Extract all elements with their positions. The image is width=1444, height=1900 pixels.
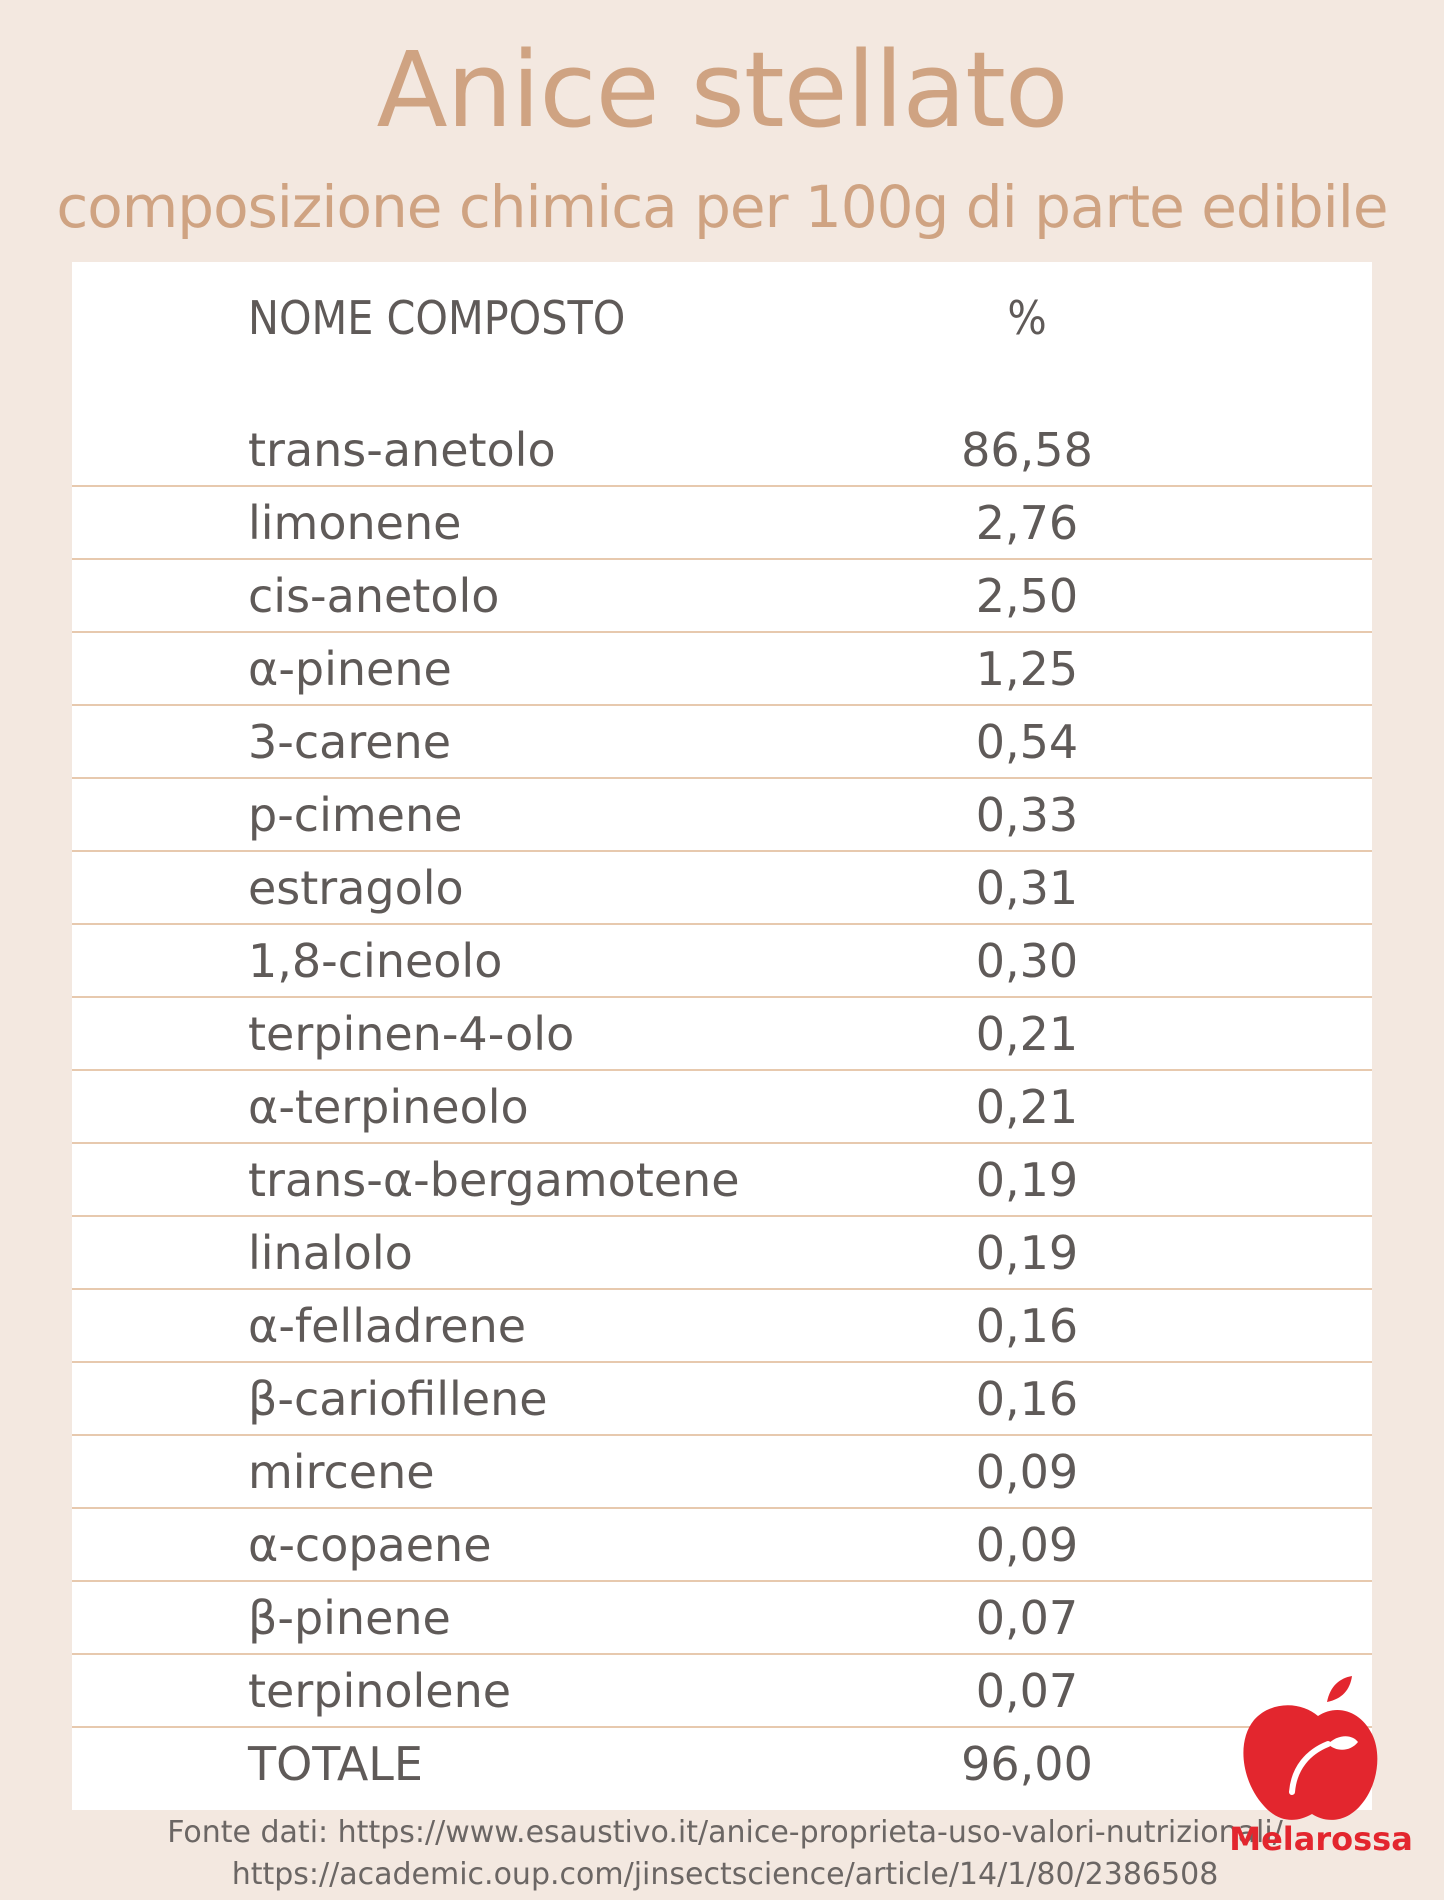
table-row xyxy=(72,706,1372,779)
compound-name: α-felladrene xyxy=(248,1299,527,1353)
table-row xyxy=(72,1509,1372,1582)
table-row xyxy=(72,487,1372,560)
compound-name: terpinolene xyxy=(248,1664,512,1718)
composition-table xyxy=(72,262,1372,1810)
compound-percent: 0,33 xyxy=(975,788,1079,842)
compound-percent: 96,00 xyxy=(961,1737,1093,1791)
compound-name: β-cariofillene xyxy=(248,1372,548,1426)
table-row xyxy=(72,1436,1372,1509)
source-line-1: Fonte dati: https://www.esaustivo.it/anice-proprieta-uso-valori-nutrizionali/ xyxy=(167,1815,1283,1850)
compound-name: p-cimene xyxy=(248,788,463,842)
brand-logo-text: Melarossa xyxy=(1229,1820,1413,1858)
compound-percent: 0,09 xyxy=(975,1518,1079,1572)
compound-percent: 86,58 xyxy=(961,423,1093,477)
table-row xyxy=(72,1655,1372,1728)
table-row xyxy=(72,1582,1372,1655)
compound-percent: 0,16 xyxy=(975,1372,1079,1426)
compound-name: trans-α-bergamotene xyxy=(248,1153,740,1207)
table-row xyxy=(72,998,1372,1071)
table-row xyxy=(72,633,1372,706)
compound-name: 3-carene xyxy=(248,715,452,769)
source-credits xyxy=(150,1812,1300,1896)
apple-icon xyxy=(1232,1672,1402,1832)
compound-percent: 0,21 xyxy=(975,1080,1079,1134)
compound-name: TOTALE xyxy=(248,1737,423,1791)
table-row xyxy=(72,1217,1372,1290)
compound-name: mircene xyxy=(248,1445,435,1499)
compound-name: terpinen-4-olo xyxy=(248,1007,575,1061)
table-row xyxy=(72,1290,1372,1363)
table-row xyxy=(72,1071,1372,1144)
table-row xyxy=(72,414,1372,487)
compound-percent: 0,07 xyxy=(975,1591,1079,1645)
compound-name: α-copaene xyxy=(248,1518,492,1572)
compound-name: α-terpineolo xyxy=(248,1080,529,1134)
compound-percent: 0,30 xyxy=(975,934,1079,988)
compound-percent: 0,19 xyxy=(975,1226,1079,1280)
compound-name: trans-anetolo xyxy=(248,423,556,477)
compound-name: linalolo xyxy=(248,1226,413,1280)
page-subtitle: composizione chimica per 100g di parte edibile xyxy=(56,173,1388,241)
table-row xyxy=(72,1728,1372,1801)
source-line-2: https://academic.oup.com/jinsectscience/article/14/1/80/2386508 xyxy=(231,1857,1219,1892)
compound-percent: 2,50 xyxy=(975,569,1079,623)
compound-name: estragolo xyxy=(248,861,464,915)
compound-name: α-pinene xyxy=(248,642,452,696)
compound-percent: 1,25 xyxy=(975,642,1079,696)
compound-name: limonene xyxy=(248,496,462,550)
compound-percent: 0,09 xyxy=(975,1445,1079,1499)
compound-percent: 0,31 xyxy=(975,861,1079,915)
column-header-percent: % xyxy=(1007,291,1047,345)
compound-percent: 2,76 xyxy=(975,496,1079,550)
table-row xyxy=(72,1363,1372,1436)
table-row xyxy=(72,852,1372,925)
compound-percent: 0,19 xyxy=(975,1153,1079,1207)
page-title: Anice stellato xyxy=(376,29,1068,151)
table-row xyxy=(72,779,1372,852)
compound-percent: 0,07 xyxy=(975,1664,1079,1718)
table-body xyxy=(72,414,1372,1801)
compound-name: 1,8-cineolo xyxy=(248,934,503,988)
compound-percent: 0,21 xyxy=(975,1007,1079,1061)
table-row xyxy=(72,925,1372,998)
table-row xyxy=(72,560,1372,633)
compound-name: cis-anetolo xyxy=(248,569,500,623)
column-header-name: NOME COMPOSTO xyxy=(248,291,626,345)
compound-percent: 0,16 xyxy=(975,1299,1079,1353)
table-row xyxy=(72,1144,1372,1217)
compound-percent: 0,54 xyxy=(975,715,1079,769)
compound-name: β-pinene xyxy=(248,1591,451,1645)
